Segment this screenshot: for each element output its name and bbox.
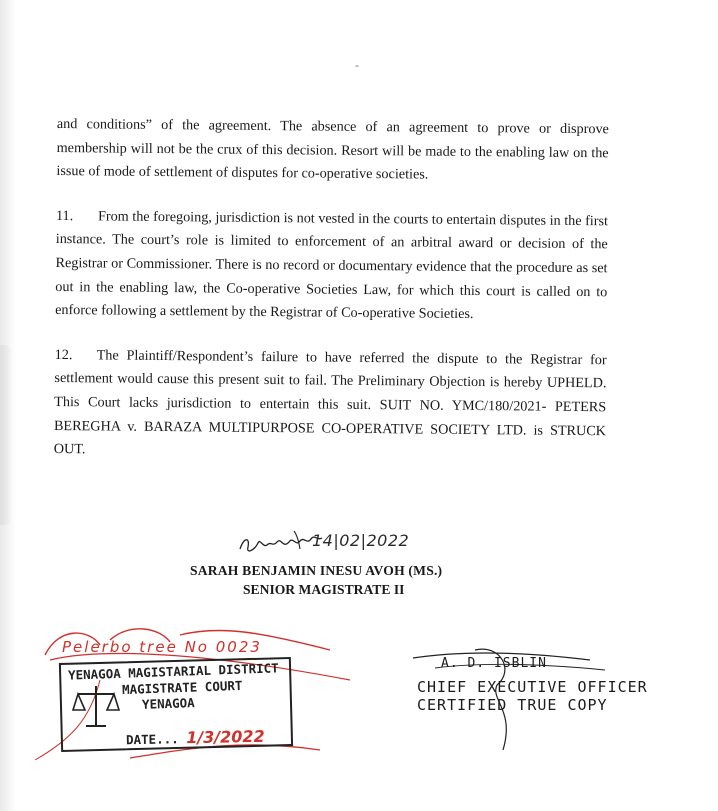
stamp-handwritten-note: Pelerbo tree No 0023 (62, 638, 262, 656)
paragraph-continuation (56, 113, 609, 189)
paragraph-12 (54, 344, 607, 467)
signatory-name: SARAH BENJAMIN INESU AVOH (MS.) (190, 563, 443, 578)
paragraph-text: The Plaintiff/Respondent’s failure to have referred the dispute to the Registrar for settlement would cause this present suit to fail. The Preliminary Objection is hereby UPHELD. This Court lacks jurisdiction to entertain this suit. SUIT NO. YMC/180/2021- PETERS BEREGHA v. BARAZA MULTIPURPOSE CO-OPERATIVE SOCIETY LTD. is STRUCK OUT. (53, 347, 607, 458)
signature-date: 14|02|2022 (312, 531, 410, 550)
certifying-officer-title: CHIEF EXECUTIVE OFFICER (417, 678, 648, 696)
certifying-officer-name: A. D. ISBLIN (441, 656, 547, 671)
judgment-body (53, 113, 609, 488)
stamp-date-label-text: DATE (125, 731, 157, 748)
paragraph-number: 12. (54, 346, 73, 363)
paragraph-text: and conditions” of the agreement. The absence of an agreement to prove or disprove membership will not be the crux of this decision. Resort will be made to the enabling law on the issue of mode of settlement of disputes for co-operative societies. (56, 115, 609, 183)
court-stamp (30, 620, 360, 770)
top-mark: - (355, 58, 359, 72)
paragraph-11 (55, 205, 608, 328)
certification-stamp (405, 640, 648, 770)
stamp-date-label: DATE... 1/3/2022 (125, 726, 265, 748)
stamp-handwritten-date: 1/3/2022 (186, 726, 265, 748)
certified-true-copy: CERTIFIED TRUE COPY (417, 696, 608, 714)
binding-shadow (0, 345, 12, 525)
stamp-district: YENAGOA MAGISTARIAL DISTRICT (67, 660, 279, 683)
paragraph-text: From the foregoing, jurisdiction is not vested in the courts to entertain disputes in the first instance. The court’s role is limited to enforcement of an arbitral award or decision of the Registrar or Commissioner. There is no record or documentary evidence that the procedure as set out in the enabling law, the Co-operative Societies Law, for which this court is called on to enforce following a settlement by the Registrar of Co-operative Societies. (55, 208, 609, 323)
stamp-court: MAGISTRATE COURT (121, 677, 243, 698)
scales-of-justice-icon (72, 682, 120, 732)
paragraph-number: 11. (55, 207, 74, 224)
signatory-title: SENIOR MAGISTRATE II (243, 582, 405, 597)
stamp-town: YENAGOA (141, 695, 195, 712)
